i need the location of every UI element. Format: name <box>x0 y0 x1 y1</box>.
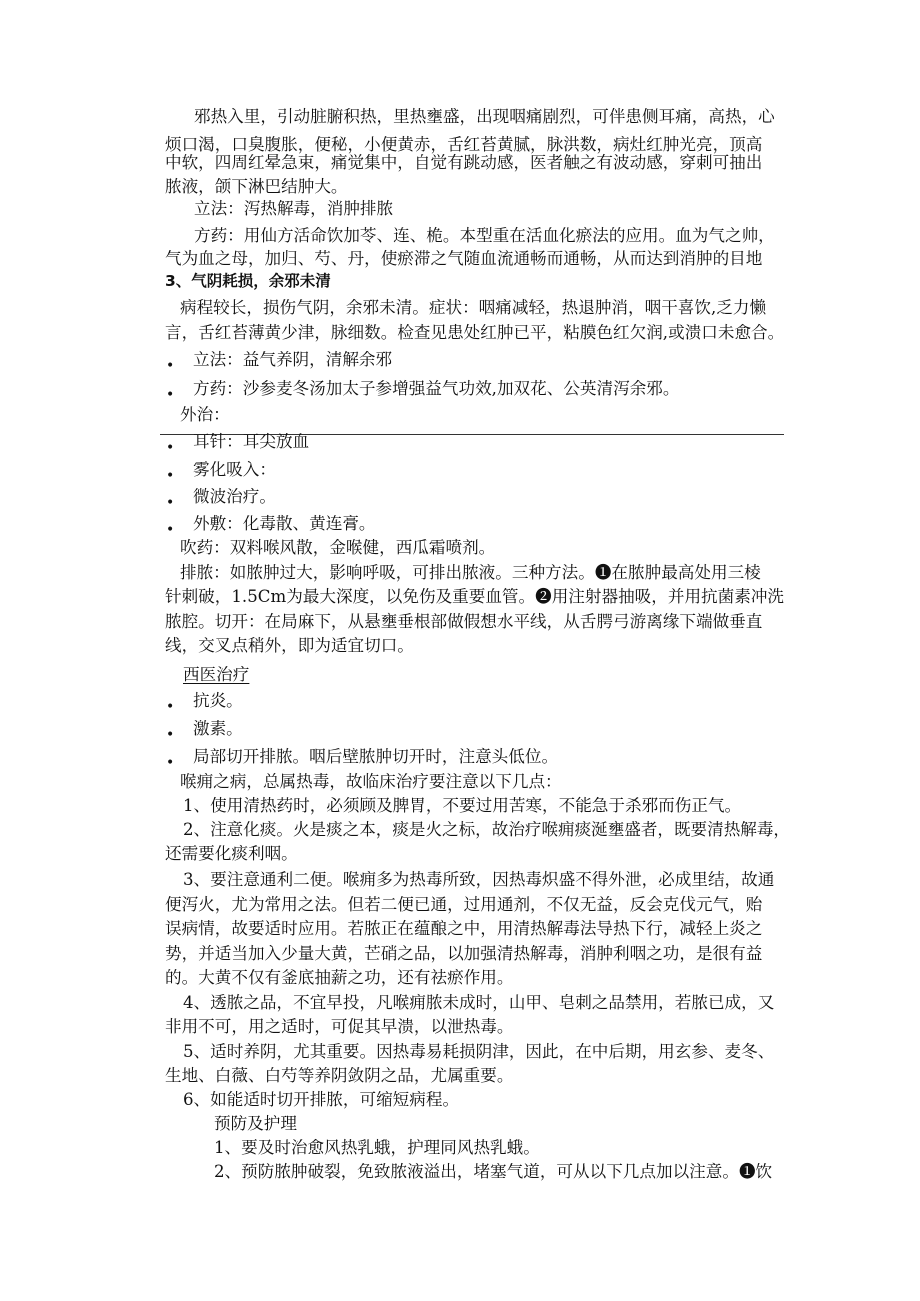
bullet-marker: • <box>166 699 175 715</box>
text-line: 西医治疗 <box>183 665 250 684</box>
text-line: 6、如能适时切开排脓，可缩短病程。 <box>183 1090 460 1109</box>
text-line: 排脓：如脓肿过大，影响呼吸，可排出脓液。三种方法。❶在脓肿最高处用三棱 <box>180 563 761 582</box>
text-line: 线，交叉点稍外，即为适宜切口。 <box>165 636 414 655</box>
text-line: 方药：沙参麦冬汤加太子参增强益气功效,加双花、公英清泻余邪。 <box>193 379 680 398</box>
bullet-marker: • <box>166 440 175 456</box>
text-line: 便泻火，尤为常用之法。但若二便已通，过用通剂，不仅无益，反会克伐元气，贻 <box>165 895 763 914</box>
text-line: 2、注意化痰。火是痰之本，痰是火之标，故治疗喉痈痰涎壅盛者，既要清热解毒， <box>183 820 790 839</box>
text-line: 脓液，颌下淋巴结肿大。 <box>165 177 348 196</box>
text-line: 雾化吸入： <box>193 460 276 479</box>
bullet-marker: • <box>166 387 175 403</box>
bullet-marker: • <box>166 495 175 511</box>
text-line: 外敷：化毒散、黄连膏。 <box>193 514 376 533</box>
text-line: 脓腔。切开：在局麻下，从悬壅垂根部做假想水平线，从舌腭弓游离缘下端做垂直 <box>165 612 763 631</box>
bullet-marker: • <box>166 358 175 374</box>
text-line: 势，并适当加入少量大黄，芒硝之品，以加强清热解毒，消肿利咽之功，是很有益 <box>165 944 763 963</box>
text-line: 烦口渴，口臭腹胀，便秘，小便黄赤，舌红苔黄腻，脉洪数，病灶红肿光亮，顶高 <box>165 135 763 154</box>
text-line: 立法：泻热解毒，消肿排脓 <box>194 199 394 218</box>
text-line: 外治： <box>180 405 230 424</box>
bullet-marker: • <box>166 755 175 771</box>
bullet-marker: • <box>166 468 175 484</box>
text-line: 抗炎。 <box>193 691 243 710</box>
text-line: 中软，四周红晕急束，痛觉集中，自觉有跳动感，医者触之有波动感，穿刺可抽出 <box>165 153 763 172</box>
text-line: 言，舌红苔薄黄少津，脉细数。检查见患处红肿已平，粘膜色红欠润,或溃口未愈合。 <box>165 323 785 342</box>
text-line: 激素。 <box>193 719 243 738</box>
text-line: 非用不可，用之适时，可促其早溃，以泄热毒。 <box>165 1017 514 1036</box>
text-line: 针刺破，1.5Cm为最大深度，以免伤及重要血管。❷用注射器抽吸，并用抗菌素冲洗 <box>165 587 785 606</box>
text-line: 4、透脓之品，不宜早投，凡喉痈脓未成时，山甲、皂刺之品禁用，若脓已成，又 <box>183 993 775 1012</box>
text-line: 1、使用清热药时，必须顾及脾胃，不要过用苦寒，不能急于杀邪而伤正气。 <box>183 796 742 815</box>
text-line: 生地、白薇、白芍等养阴敛阴之品，尤属重要。 <box>165 1066 514 1085</box>
text-line: 气为血之母，加归、芍、丹，使瘀滞之气随血流通畅而通畅，从而达到消肿的目地 <box>165 249 763 268</box>
text-line: 2、预防脓肿破裂，免致脓液溢出，堵塞气道，可从以下几点加以注意。❶饮 <box>214 1162 773 1181</box>
text-line: 耳针：耳尖放血 <box>193 432 310 451</box>
text-line: 喉痈之病，总属热毒，故临床治疗要注意以下几点： <box>180 772 562 791</box>
text-line: 局部切开排脓。咽后壁脓肿切开时，注意头低位。 <box>193 747 559 766</box>
text-line: 误病情，故要适时应用。若脓正在蕴酿之中，用清热解毒法导热下行，减轻上炎之 <box>165 919 763 938</box>
text-line: 3、气阴耗损，余邪未清 <box>165 272 331 290</box>
text-line: 5、适时养阴，尤其重要。因热毒易耗损阴津，因此，在中后期，用玄参、麦冬、 <box>183 1042 775 1061</box>
text-line: 病程较长，损伤气阴，余邪未清。症状：咽痛减轻，热退肿消，咽干喜饮,乏力懒 <box>180 298 767 317</box>
text-line: 吹药：双料喉风散，金喉健，西瓜霜喷剂。 <box>180 538 496 557</box>
bullet-marker: • <box>166 522 175 538</box>
text-line: 预防及护理 <box>214 1114 297 1133</box>
bullet-marker: • <box>166 727 175 743</box>
text-line: 3、要注意通利二便。喉痈多为热毒所致，因热毒炽盛不得外泄，必成里结，故通 <box>183 870 775 889</box>
text-line: 邪热入里，引动脏腑积热，里热壅盛，出现咽痛剧烈，可伴患侧耳痛，高热，心 <box>194 107 775 126</box>
text-line: 1、要及时治愈风热乳蛾，护理同风热乳蛾。 <box>214 1138 540 1157</box>
text-line: 微波治疗。 <box>193 487 276 506</box>
text-line: 立法：益气养阴，清解余邪 <box>193 350 393 369</box>
text-line: 还需要化痰利咽。 <box>165 844 298 863</box>
text-line: 方药：用仙方活命饮加苓、连、桅。本型重在活血化瘀法的应用。血为气之帅， <box>194 226 775 245</box>
text-line: 的。大黄不仅有釜底抽薪之功，还有祛瘀作用。 <box>165 968 514 987</box>
